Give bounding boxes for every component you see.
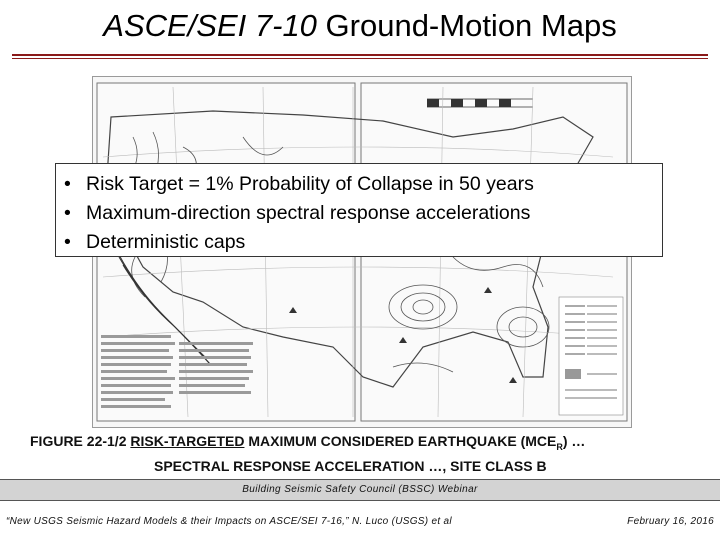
caption-suffix: ) … (562, 433, 586, 449)
title-italic: ASCE/SEI 7-10 (103, 8, 317, 43)
footer-bar: Building Seismic Safety Council (BSSC) Webinar (0, 479, 720, 501)
title-divider-thin (12, 58, 708, 59)
footer-citation: “New USGS Seismic Hazard Models & their Impacts on ASCE/SEI 7-16,” N. Luco (USGS) et al (6, 516, 452, 527)
bullet-marker: • (64, 173, 71, 195)
footer-date: February 16, 2016 (627, 516, 714, 527)
caption-underlined: RISK-TARGETED (130, 433, 245, 449)
bullet-marker: • (64, 202, 71, 224)
title-divider (12, 54, 708, 56)
caption-subscript: R (556, 441, 563, 452)
bullet-item (64, 170, 662, 199)
bullet-item (64, 199, 662, 228)
caption-line-1 (30, 432, 710, 457)
bullet-text: Risk Target = 1% Probability of Collapse in 50 years (86, 173, 534, 195)
caption-prefix: FIGURE 22-1/2 (30, 433, 131, 449)
key-points-box (55, 163, 663, 257)
caption-line-2: SPECTRAL RESPONSE ACCELERATION …, SITE CLASS B (154, 457, 547, 474)
title-rest: Ground-Motion Maps (316, 8, 617, 43)
slide-title (0, 8, 720, 44)
caption-middle: MAXIMUM CONSIDERED EARTHQUAKE (MCE (244, 433, 557, 449)
bullet-text: Deterministic caps (86, 231, 246, 253)
figure-caption (30, 432, 710, 476)
bullet-text: Maximum-direction spectral response accelerations (86, 202, 531, 224)
bullet-item (64, 228, 662, 257)
bullet-marker: • (64, 231, 71, 253)
